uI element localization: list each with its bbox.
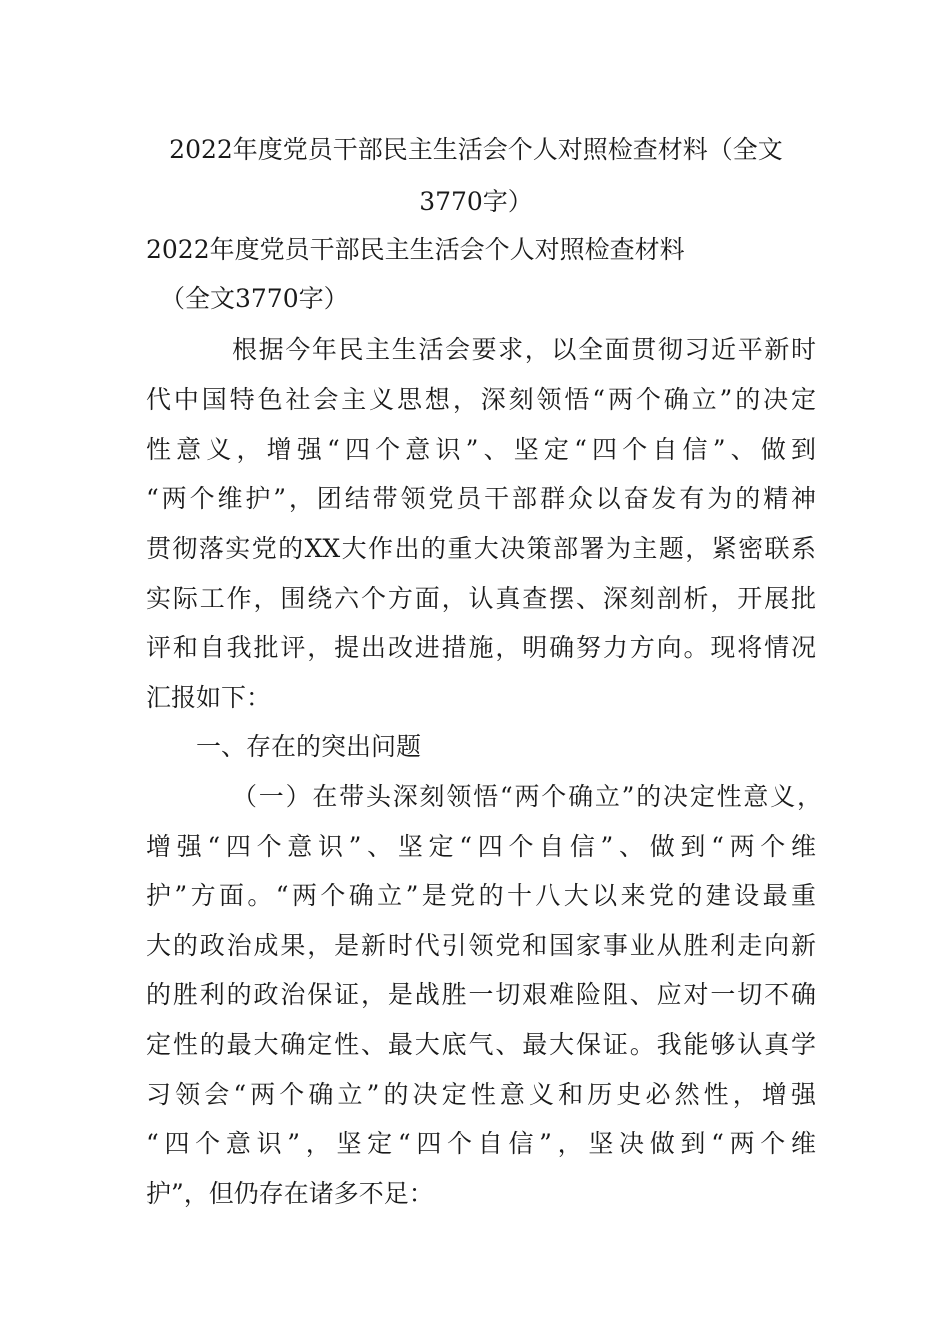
subsection-line: （一）在带头深刻领悟“两个确立”的决定性意义， <box>232 782 822 811</box>
intro-line: 实际工作，围绕六个方面，认真查摆、深刻剖析，开展批 <box>146 584 816 613</box>
subsection-line: 增强“四个意识”、坚定“四个自信”、做到“两个维 <box>146 832 816 861</box>
document-subtitle-line-2: （全文3770字） <box>160 284 349 313</box>
document-title-line-2: 3770字） <box>419 187 533 216</box>
subsection-line: 的胜利的政治保证，是战胜一切艰难险阻、应对一切不确 <box>146 980 816 1009</box>
document-subtitle-line-1: 2022年度党员干部民主生活会个人对照检查材料 <box>146 235 685 264</box>
intro-line: 性意义，增强“四个意识”、坚定“四个自信”、做到 <box>146 435 816 464</box>
intro-line: “两个维护”，团结带领党员干部群众以奋发有为的精神 <box>146 484 816 513</box>
intro-line: 代中国特色社会主义思想，深刻领悟“两个确立”的决定 <box>146 385 816 414</box>
intro-line: 根据今年民主生活会要求，以全面贯彻习近平新时 <box>232 335 816 364</box>
intro-line: 贯彻落实党的XX大作出的重大决策部署为主题，紧密联系 <box>146 534 816 563</box>
subsection-line: “四个意识”，坚定“四个自信”，坚决做到“两个维 <box>146 1129 816 1158</box>
subsection-line: 大的政治成果，是新时代引领党和国家事业从胜利走向新 <box>146 931 816 960</box>
subsection-line: 定性的最大确定性、最大底气、最大保证。我能够认真学 <box>146 1030 816 1059</box>
intro-line: 汇报如下： <box>146 683 272 712</box>
document-title-line-1: 2022年度党员干部民主生活会个人对照检查材料（全文 <box>169 135 783 164</box>
subsection-line: 护”，但仍存在诸多不足： <box>146 1179 434 1208</box>
section-heading-1: 一、存在的突出问题 <box>196 732 422 761</box>
intro-line: 评和自我批评，提出改进措施，明确努力方向。现将情况 <box>146 633 816 662</box>
subsection-line: 护”方面。“两个确立”是党的十八大以来党的建设最重 <box>146 881 816 910</box>
subsection-line: 习领会“两个确立”的决定性意义和历史必然性，增强 <box>146 1080 816 1109</box>
